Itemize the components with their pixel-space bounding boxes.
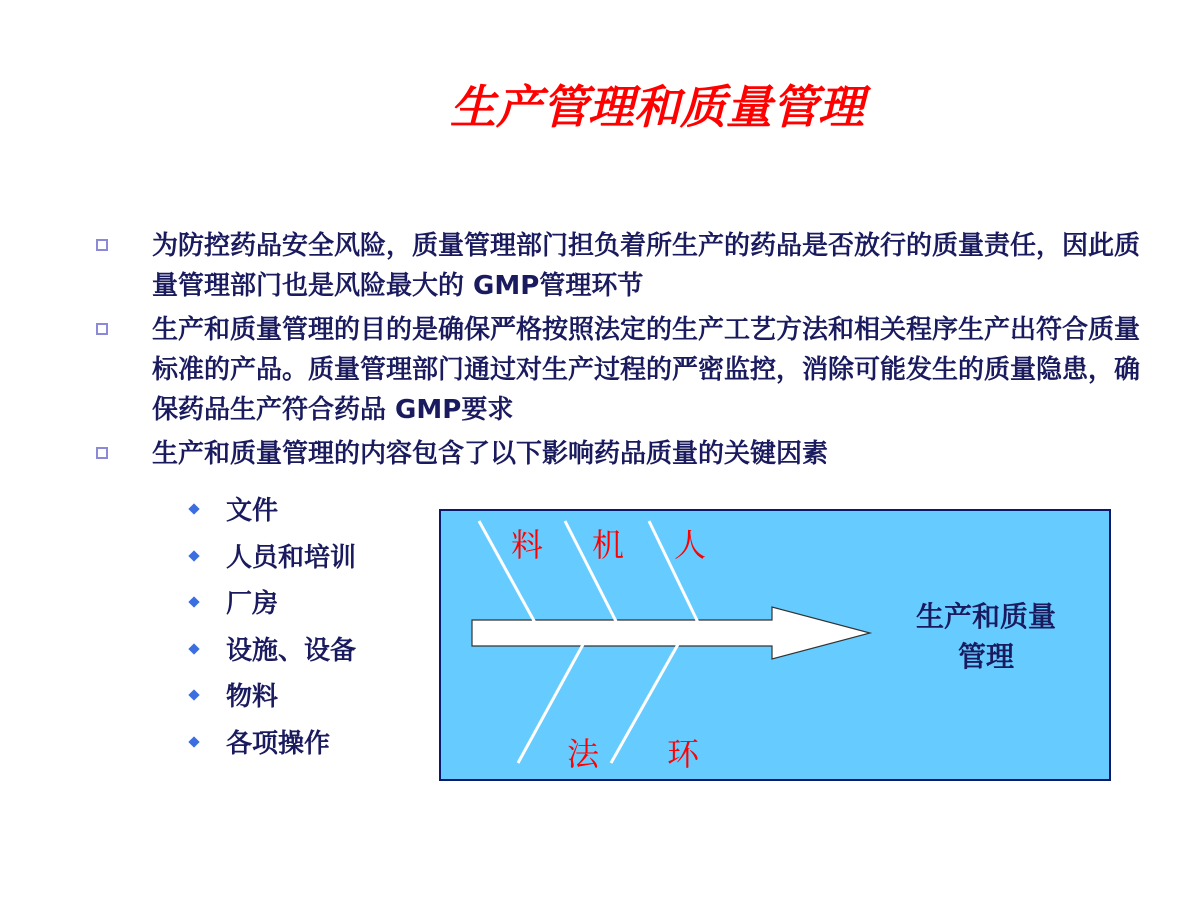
factor-method: 法 bbox=[567, 735, 600, 773]
fishbone-head-label bbox=[881, 597, 1091, 677]
slide-title: 生产管理和质量管理 bbox=[450, 80, 864, 134]
key-factor-item bbox=[186, 535, 356, 582]
key-factor-label: 各项操作 bbox=[226, 728, 331, 759]
key-factor-item bbox=[186, 674, 356, 721]
key-factor-label: 物料 bbox=[226, 682, 279, 712]
diamond-bullet-icon bbox=[188, 736, 199, 747]
factor-environment: 环 bbox=[667, 735, 700, 773]
key-factor-item bbox=[186, 581, 356, 628]
key-factor-label: 文件 bbox=[226, 496, 279, 526]
square-bullet-icon bbox=[96, 323, 108, 335]
square-bullet-icon bbox=[96, 239, 108, 251]
key-factor-label: 人员和培训 bbox=[226, 542, 357, 573]
key-factor-item bbox=[186, 488, 356, 535]
diamond-bullet-icon bbox=[188, 550, 199, 561]
factor-material: 料 bbox=[511, 526, 544, 564]
bullet-list bbox=[92, 226, 1162, 478]
fishbone-head-line1: 生产和质量 bbox=[915, 600, 1056, 633]
bullet-text: 生产和质量管理的目的是确保严格按照法定的生产工艺方法和相关程序生产出符合质量标准的产品。质量管理部门通过对生产过程的严密监控，消除可能发生的质量隐患，确保药品生产符合药品 GMP要求 bbox=[152, 315, 1141, 425]
diamond-bullet-icon bbox=[188, 643, 199, 654]
fishbone-head-line2: 管理 bbox=[957, 640, 1014, 673]
factor-people: 人 bbox=[674, 526, 707, 564]
bullet-item bbox=[92, 226, 1162, 306]
key-factor-list bbox=[186, 488, 356, 767]
bullet-item bbox=[92, 434, 1162, 474]
bullet-text: 为防控药品安全风险，质量管理部门担负着所生产的药品是否放行的质量责任，因此质量管理部门也是风险最大的 GMP管理环节 bbox=[152, 231, 1141, 301]
bullet-text: 生产和质量管理的内容包含了以下影响药品质量的关键因素 bbox=[152, 439, 829, 469]
bullet-item bbox=[92, 310, 1162, 430]
diamond-bullet-icon bbox=[188, 689, 199, 700]
key-factor-item bbox=[186, 628, 356, 675]
diamond-bullet-icon bbox=[188, 596, 199, 607]
square-bullet-icon bbox=[96, 447, 108, 459]
fishbone-diagram bbox=[439, 509, 1111, 781]
key-factor-label: 厂房 bbox=[226, 589, 279, 619]
key-factor-label: 设施、设备 bbox=[226, 635, 357, 666]
factor-machine: 机 bbox=[592, 526, 625, 564]
key-factor-item bbox=[186, 721, 356, 768]
diamond-bullet-icon bbox=[188, 503, 199, 514]
